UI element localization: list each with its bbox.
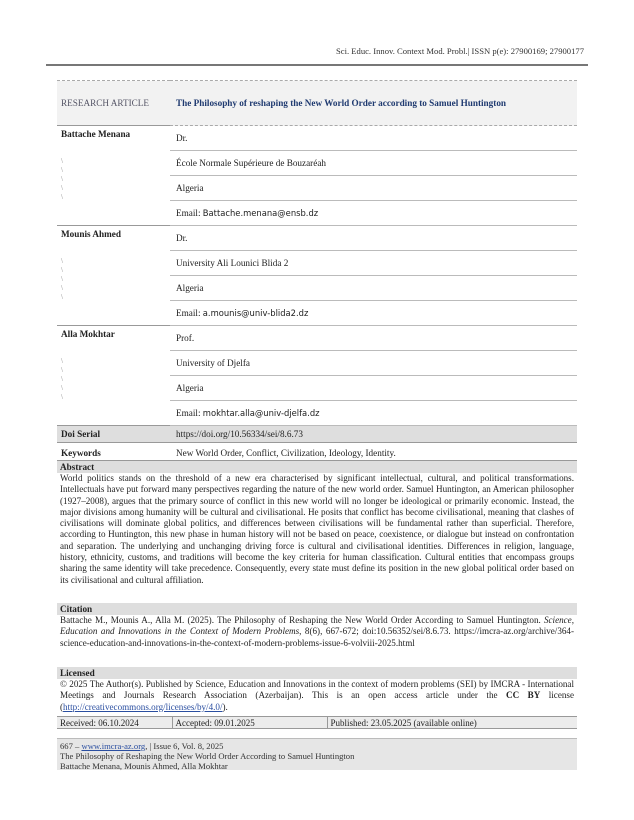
author-title: Prof.	[170, 326, 577, 351]
citation-authors: Battache M., Mounis A., Alla M. (2025). The Philosophy of Reshaping the New World Order According to Samuel Huntington.	[60, 615, 544, 625]
author-affiliation: University of Djelfa	[170, 351, 577, 376]
author-name	[57, 126, 170, 226]
author-title: Dr.	[170, 126, 577, 151]
accepted-date: Accepted: 09.01.2025	[172, 717, 327, 729]
license-section	[57, 667, 577, 713]
keywords-label: Keywords	[61, 448, 101, 459]
citation-journal: Science, Education and Innovations in the Context of Modern Problems	[60, 615, 574, 637]
dates-table	[57, 716, 577, 729]
email-label: Email:	[176, 208, 203, 218]
citation-text	[57, 615, 577, 649]
author-country: Algeria	[170, 276, 577, 301]
license-end: ).	[222, 701, 228, 712]
author-name-text: Alla Mokhtar	[61, 329, 115, 339]
footer-issue: , | Issue 6, Vol. 8, 2025	[145, 741, 224, 751]
article-type-label: RESEARCH ARTICLE	[57, 81, 170, 126]
author-email	[170, 301, 577, 326]
email-address[interactable]: mokhtar.alla@univ-djelfa.dz	[202, 408, 320, 418]
email-address[interactable]: Battache.menana@ensb.dz	[202, 208, 319, 218]
author-name	[57, 326, 170, 426]
license-statement: © 2025 The Author(s). Published by Science, Education and Innovations in the context of modern problems (SEI) by IMCRA - International Meetings and Journals Research Association (Azerbaijan). This is an open access article under the	[60, 679, 574, 701]
doi-label: Doi Serial	[57, 426, 170, 443]
author-name-text: Battache Menana	[61, 129, 131, 139]
published-date: Published: 23.05.2025 (available online)	[327, 717, 577, 729]
article-title: The Philosophy of reshaping the New World Order according to Samuel Huntington	[170, 81, 577, 126]
author-email	[170, 401, 577, 426]
license-heading: Licensed	[57, 667, 577, 679]
abstract-section	[57, 460, 577, 586]
footer-line-1	[60, 741, 574, 751]
article-meta-table	[57, 80, 577, 464]
decorative-ticks: \ \ \ \ \	[61, 157, 63, 201]
footer-page: 667 –	[60, 741, 82, 751]
email-address[interactable]: a.mounis@univ-blida2.dz	[202, 308, 309, 318]
decorative-ticks: \ \ \ \ \	[61, 357, 63, 401]
citation-heading: Citation	[57, 603, 577, 615]
footer-site-link[interactable]: www.imcra-az.org	[81, 741, 146, 751]
abstract-heading: Abstract	[57, 461, 577, 473]
citation-section	[57, 603, 577, 649]
received-date: Received: 06.10.2024	[57, 717, 172, 729]
email-label: Email:	[176, 408, 203, 418]
author-name-text: Mounis Ahmed	[61, 229, 121, 239]
author-affiliation: École Normale Supérieure de Bouzaréah	[170, 151, 577, 176]
license-mid: license (	[60, 690, 574, 712]
author-affiliation: University Ali Lounici Blida 2	[170, 251, 577, 276]
license-link[interactable]: http://creativecommons.org/licenses/by/4.0/	[63, 701, 223, 712]
author-country: Algeria	[170, 376, 577, 401]
author-email	[170, 201, 577, 226]
author-country: Algeria	[170, 176, 577, 201]
top-rule	[46, 64, 588, 66]
abstract-text: World politics stands on the threshold of a new era characterised by significant intellectual, cultural, and political transformations. Intellectuals have put forward many perspectives regarding the nature of the new world order. Samuel Huntington, an American philosopher (1927–2008), argues that the primary source of conflict in this new world will no longer be ideological or primarily economic. Instead, the major divisions among humanity will be cultural and civilisational. He posits that conflict has become civilisational, meaning that clashes of civilisations will dominate global politics, and differences between civilisations will be fundamental rather than superficial. Therefore, according to Huntington, this new phase in human history will not be based on peace, coexistence, or dialogue but instead on confrontation and separation. The underlying and unchanging driving force is cultural and civilisational identities. Differences in religion, language, history, ethnicity, customs, and traditions will become the key criteria for human classification. Cultural entities that encompass groups sharing the same identity will take precedence. Consequently, every state must define its position in the new global political order based on its civilisational and cultural affiliation.	[60, 473, 574, 585]
citation-details: , 8(6), 667-672; doi:10.56352/sei/8.6.73. https://imcra-az.org/archive/364-science-education-and-innovations-in-the-context-of-modern-problems-issue-6-volviii-2025.html	[60, 626, 574, 648]
page-footer	[57, 738, 577, 770]
email-label: Email:	[176, 308, 203, 318]
footer-title: The Philosophy of Reshaping the New World Order According to Samuel Huntington	[60, 751, 355, 761]
author-name	[57, 226, 170, 326]
author-title: Dr.	[170, 226, 577, 251]
running-head: Sci. Educ. Innov. Context Mod. Probl.| ISSN p(e): 27900169; 27900177	[336, 46, 584, 56]
decorative-ticks: \ \ \ \ \	[61, 257, 63, 301]
footer-authors: Battache Menana, Mounis Ahmed, Alla Mokhtar	[60, 761, 228, 771]
doi-value[interactable]: https://doi.org/10.56334/sei/8.6.73	[170, 426, 577, 443]
license-name: CC BY	[506, 690, 541, 701]
license-text	[57, 679, 577, 713]
keywords-value: New World Order, Conflict, Civilization, Ideology, Identity.	[176, 448, 396, 459]
